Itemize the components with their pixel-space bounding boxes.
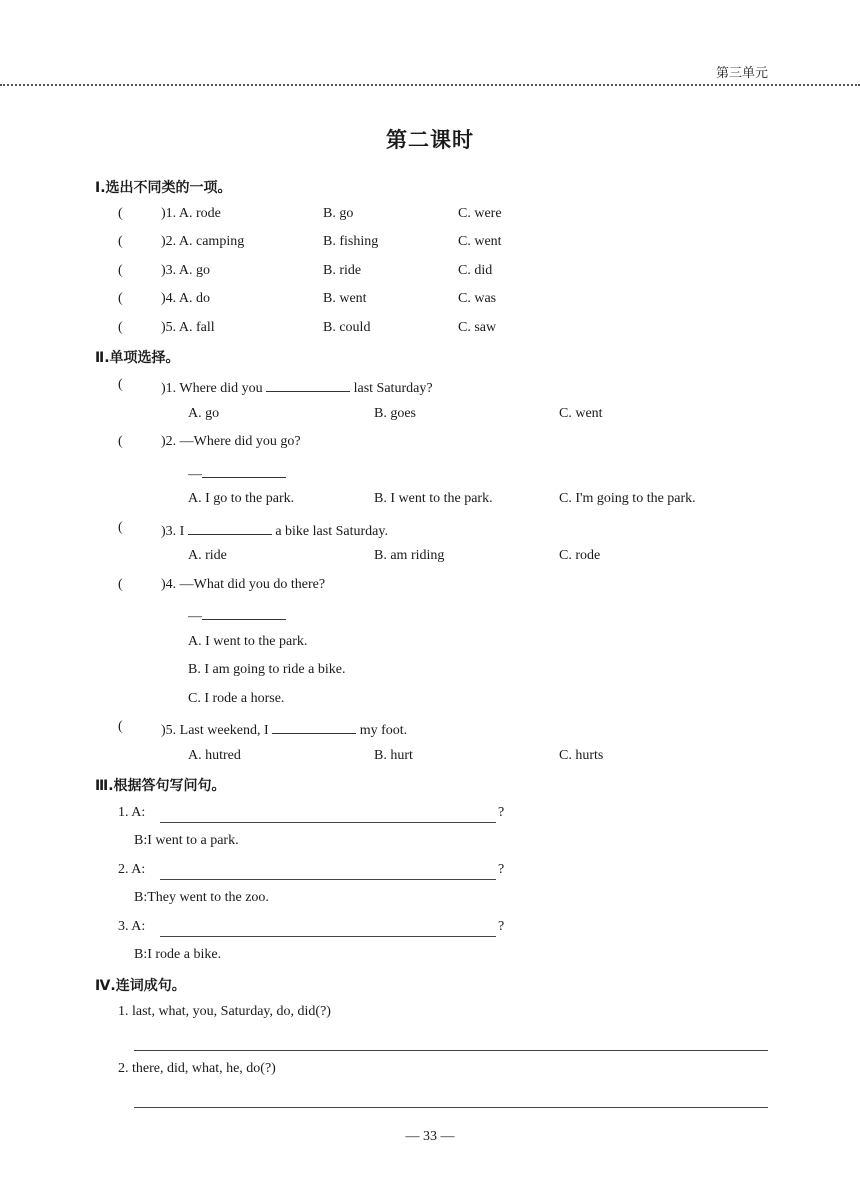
option-b: B. fishing [323, 234, 379, 249]
answer-line[interactable] [160, 822, 496, 823]
option-b: B. go [323, 206, 354, 221]
answer-paren: ( [118, 719, 123, 734]
option-c: C. saw [458, 320, 497, 335]
option-a: A. ride [188, 548, 227, 563]
option-b: B. ride [323, 263, 362, 278]
answer-paren: ( [118, 520, 123, 535]
word-prompt: 2. there, did, what, he, do(?) [118, 1061, 276, 1076]
option-c: C. I'm going to the park. [559, 491, 696, 506]
answer-blank[interactable] [202, 463, 286, 478]
answer-paren: ( [118, 434, 123, 449]
s2-q1-stem [161, 377, 433, 397]
stem-text: last Saturday? [353, 381, 433, 396]
option-b: B. goes [374, 406, 416, 421]
option-a: )3. A. go [161, 263, 210, 278]
answer-blank[interactable] [188, 520, 272, 535]
stem-text: )1. Where did you [161, 381, 263, 396]
speaker-a: 1. A: [118, 805, 146, 820]
answer-paren: ( [118, 206, 123, 221]
option-c: C. rode [559, 548, 601, 563]
option-b: B. am riding [374, 548, 445, 563]
option-c: C. were [458, 206, 502, 221]
answer-blank[interactable] [266, 377, 350, 392]
s2-q4-stem: )4. —What did you do there? [161, 577, 326, 592]
response-b: B:I went to a park. [134, 833, 239, 848]
s2-q2-response [188, 463, 286, 483]
answer-paren: ( [118, 291, 123, 306]
unit-label: 第三单元 [715, 66, 768, 81]
option-b: B. could [323, 320, 371, 335]
option-b: B. hurt [374, 748, 413, 763]
option-a: )4. A. do [161, 291, 210, 306]
stem-text: )5. Last weekend, I [161, 723, 269, 738]
answer-paren: ( [118, 263, 123, 278]
word-prompt: 1. last, what, you, Saturday, do, did(?) [118, 1004, 331, 1019]
stem-text: my foot. [359, 723, 408, 738]
option-a: A. I went to the park. [188, 634, 308, 649]
section-4-title: Ⅳ.连词成句。 [95, 978, 186, 994]
answer-paren: ( [118, 577, 123, 592]
s2-q3-stem [161, 520, 388, 540]
question-mark: ? [498, 805, 505, 820]
option-a: )5. A. fall [161, 320, 215, 335]
section-1-title: Ⅰ.选出不同类的一项。 [95, 180, 232, 196]
header-divider [0, 84, 860, 86]
answer-paren: ( [118, 234, 123, 249]
option-a: )2. A. camping [161, 234, 245, 249]
option-c: C. went [458, 234, 502, 249]
answer-paren: ( [118, 377, 123, 392]
s2-q4-response [188, 605, 286, 625]
response-b: B:I rode a bike. [134, 947, 222, 962]
option-b: B. I went to the park. [374, 491, 493, 506]
question-mark: ? [498, 862, 505, 877]
speaker-a: 3. A: [118, 919, 146, 934]
option-b: B. went [323, 291, 367, 306]
answer-line[interactable] [134, 1050, 768, 1051]
answer-blank[interactable] [202, 605, 286, 620]
answer-blank[interactable] [272, 719, 356, 734]
answer-line[interactable] [160, 936, 496, 937]
section-2-title: Ⅱ.单项选择。 [95, 350, 180, 366]
answer-paren: ( [118, 320, 123, 335]
stem-text: a bike last Saturday. [275, 524, 388, 539]
s2-q2-stem: )2. —Where did you go? [161, 434, 301, 449]
dash: — [188, 609, 202, 624]
question-mark: ? [498, 919, 505, 934]
stem-text: )3. I [161, 524, 185, 539]
dash: — [188, 467, 202, 482]
option-a: A. go [188, 406, 220, 421]
option-a: )1. A. rode [161, 206, 221, 221]
section-3-title: Ⅲ.根据答句写问句。 [95, 778, 226, 794]
page-title: 第二课时 [386, 128, 474, 152]
option-a: A. hutred [188, 748, 241, 763]
page-number: — 33 — [405, 1129, 455, 1144]
option-a: A. I go to the park. [188, 491, 295, 506]
speaker-a: 2. A: [118, 862, 146, 877]
option-b: B. I am going to ride a bike. [188, 662, 346, 677]
option-c: C. was [458, 291, 497, 306]
option-c: C. I rode a horse. [188, 691, 285, 706]
option-c: C. did [458, 263, 493, 278]
answer-line[interactable] [160, 879, 496, 880]
option-c: C. went [559, 406, 603, 421]
answer-line[interactable] [134, 1107, 768, 1108]
option-c: C. hurts [559, 748, 604, 763]
s2-q5-stem [161, 719, 407, 739]
response-b: B:They went to the zoo. [134, 890, 269, 905]
